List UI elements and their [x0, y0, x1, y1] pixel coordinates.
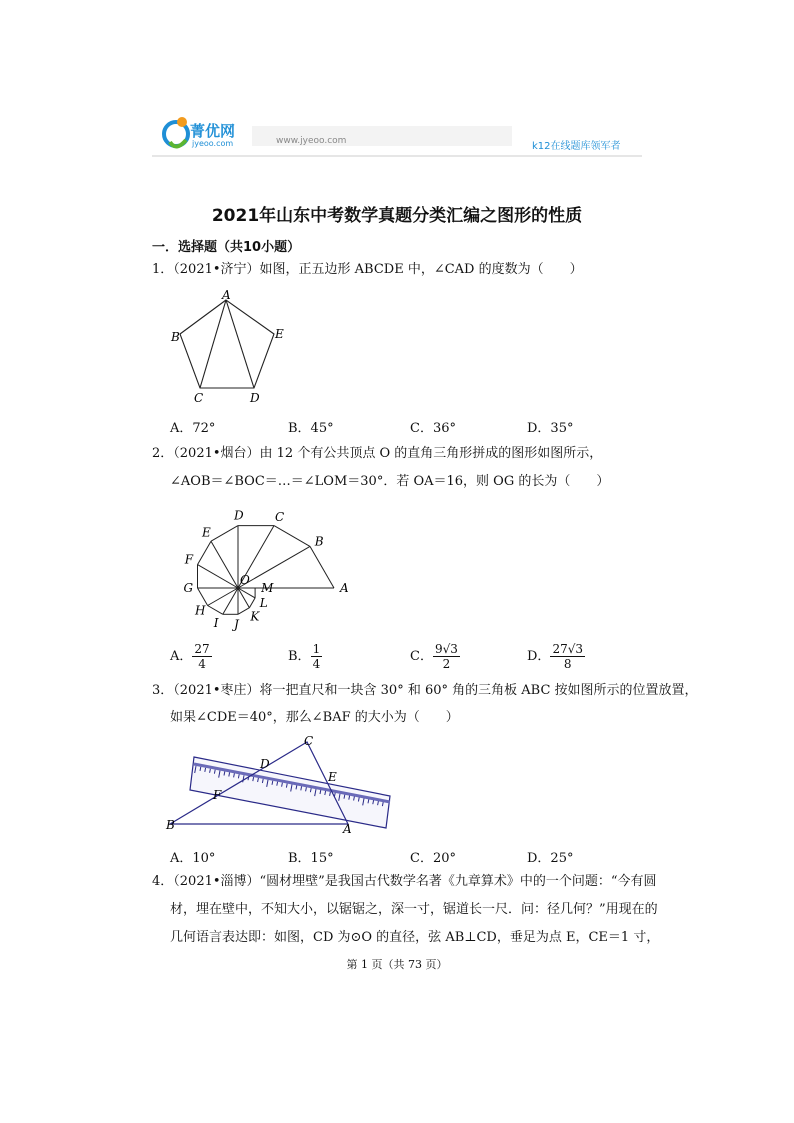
q1-label-E: E	[275, 327, 284, 341]
q1-option-a: A．72°	[170, 421, 216, 436]
q4-line3: 几何语言表达即：如图，CD 为⊙O 的直径，弦 AB⊥CD，垂足为点 E，CE＝1 寸，	[170, 930, 660, 945]
q2-label-F: F	[184, 552, 194, 567]
q3-label-B: B	[166, 818, 175, 832]
q2-label-A: A	[340, 581, 349, 595]
q2-spiral-figure	[160, 496, 370, 636]
q1-label-B: B	[171, 330, 180, 344]
q2-label-G: G	[183, 581, 194, 595]
q1-option-c: C．36°	[410, 421, 456, 436]
q3-option-c: C．20°	[410, 851, 456, 866]
q1-label-C: C	[194, 391, 204, 405]
spiral-edge	[208, 606, 223, 615]
q2-label-L: L	[259, 595, 268, 610]
q2-label-K: K	[250, 609, 260, 624]
page-footer: 第 1 页（共 73 页）	[346, 958, 448, 971]
q2-label-I: I	[213, 616, 219, 630]
q2-label-M: M	[261, 581, 274, 595]
spiral-ray	[211, 541, 238, 588]
q1-option-b: B．45°	[288, 421, 334, 436]
q2-option-b: B． $\frac{1}{4}$	[288, 642, 321, 671]
q2-line1: 2．（2021•烟台）由 12 个有公共顶点 O 的直角三角形拼成的图形如图所示，	[152, 446, 603, 461]
q3-option-b: B．15°	[288, 851, 334, 866]
q3-option-a: A．10°	[170, 851, 216, 866]
q1-label-D: D	[250, 391, 260, 405]
q2-label-E: E	[202, 525, 211, 540]
q3-label-D: D	[260, 757, 270, 771]
q2-label-D: D	[234, 508, 244, 523]
page-title: 2021年山东中考数学真题分类汇编之图形的性质	[211, 206, 583, 226]
spiral-edge	[249, 598, 255, 608]
logo-name: 菁优网	[190, 122, 236, 140]
slogan: k12在线题库领军者	[532, 141, 621, 152]
q2-label-H: H	[195, 603, 206, 618]
q2-option-d: D． $\frac{27√3}{8}$	[527, 642, 583, 671]
q1-option-d: D．35°	[527, 421, 574, 436]
q4-line2: 材，埋在壁中，不知大小，以锯锯之，深一寸，锯道长一尺．问：径几何？”用现在的	[170, 902, 658, 917]
site-url: www.jyeoo.com	[276, 136, 347, 146]
spiral-edge	[310, 546, 334, 588]
q2-option-a: A． $\frac{27}{4}$	[170, 642, 210, 671]
q4-line1: 4．（2021•淄博）“圆材埋壁”是我国古代数学名著《九章算术》中的一个问题：“今有圆	[152, 874, 657, 889]
q3-label-E: E	[328, 770, 337, 784]
q2-label-O: O	[240, 573, 250, 587]
q2-option-c: C． $\frac{9√3}{2}$	[410, 642, 458, 671]
q2-line2: ∠AOB＝∠BOC＝…＝∠LOM＝30°．若 OA＝16，则 OG 的长为（ ）	[170, 474, 610, 489]
section-heading: 一．选择题（共10小题）	[152, 240, 301, 255]
q3-label-C: C	[304, 734, 314, 748]
q3-label-A: A	[343, 822, 352, 836]
q3-label-F: F	[213, 788, 222, 802]
q2-label-C: C	[275, 510, 285, 524]
spiral-edge	[274, 526, 310, 547]
spiral-edge	[211, 526, 238, 542]
header-banner	[152, 112, 642, 160]
q3-ruler-figure	[160, 730, 400, 840]
logo-icon	[164, 117, 188, 147]
q3-option-d: D．25°	[527, 851, 574, 866]
q2-label-B: B	[314, 534, 324, 549]
q3-line2: 如果∠CDE＝40°，那么∠BAF 的大小为（ ）	[170, 710, 459, 725]
q2-label-J: J	[234, 617, 239, 632]
q1-label-A: A	[222, 288, 231, 302]
spiral-edge	[238, 608, 249, 615]
q3-line1: 3．（2021•枣庄）将一把直尺和一块含 30° 和 60° 角的三角板 ABC 按如图所示的位置放置，	[152, 683, 698, 698]
spiral-edge	[198, 541, 212, 564]
spiral-ray	[198, 565, 239, 588]
logo-domain: jyeoo.com	[192, 139, 234, 148]
q1-text: 1．（2021•济宁）如图，正五边形 ABCDE 中，∠CAD 的度数为（ ）	[152, 262, 583, 277]
q1-pentagon-figure	[168, 288, 298, 408]
